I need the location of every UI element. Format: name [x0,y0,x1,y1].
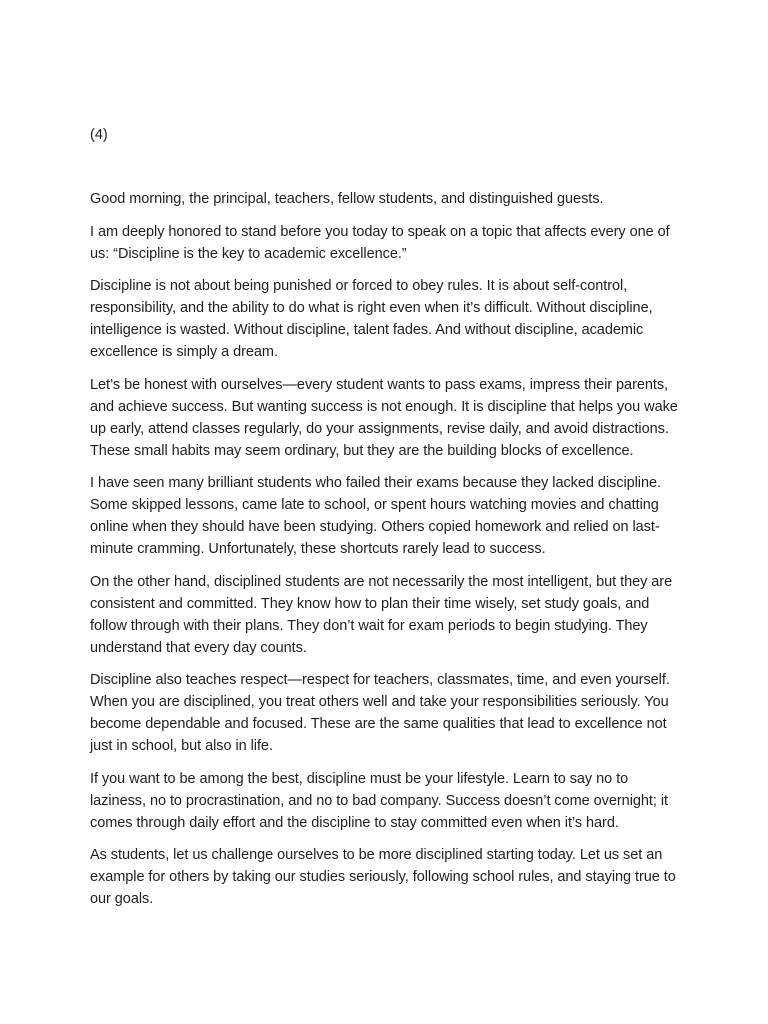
paragraph-disciplined-students: On the other hand, disciplined students are not necessarily the most intelligent, but they are consistent and committed. They know how to plan their time wisely, set study goals, and follow through with their plans. They don’t wait for exam periods to begin studying. They understand that every day counts. [90,573,673,656]
paragraph-introduction: I am deeply honored to stand before you today to speak on a topic that affects every one of us: “Discipline is the key to academic excellence.” [90,223,670,262]
speech-body [90,188,680,921]
page-number: (4) [90,127,108,143]
paragraph-lifestyle: If you want to be among the best, discipline must be your lifestyle. Learn to say no to laziness, no to procrastination, and no to bad company. Success doesn’t come overnight; it comes through daily effort and the discipline to stay committed even when it’s hard. [90,770,668,831]
paragraph-greeting: Good morning, the principal, teachers, fellow students, and distinguished guests. [90,191,604,207]
paragraph-respect: Discipline also teaches respect—respect for teachers, classmates, time, and even yourself. When you are disciplined, you treat others well and take your responsibilities seriously. You become dependable and focused. These are the same qualities that lead to excellence not just in school, but also in life. [90,672,670,754]
paragraph-failures: I have seen many brilliant students who failed their exams because they lacked discipline. Some skipped lessons, came late to school, or spent hours watching movies and chatting online when they should have been studying. Others copied homework and relied on last-minute cramming. Unfortunately, these shortcuts rarely lead to success. [90,475,661,557]
paragraph-challenge: As students, let us challenge ourselves to be more disciplined starting today. Let us set an example for others by taking our studies seriously, following school rules, and staying true to our goals. [90,847,676,907]
paragraph-habits: Let’s be honest with ourselves—every student wants to pass exams, impress their parents, and achieve success. But wanting success is not enough. It is discipline that helps you wake up early, attend classes regularly, do your assignments, revise daily, and avoid distractions. These small habits may seem ordinary, but they are the building blocks of excellence. [90,376,678,459]
paragraph-definition: Discipline is not about being punished or forced to obey rules. It is about self-control, responsibility, and the ability to do what is right even when it’s difficult. Without discipline, intelligence is wasted. Without discipline, talent fades. And without discipline, academic excellence is simply a dream. [90,278,653,360]
